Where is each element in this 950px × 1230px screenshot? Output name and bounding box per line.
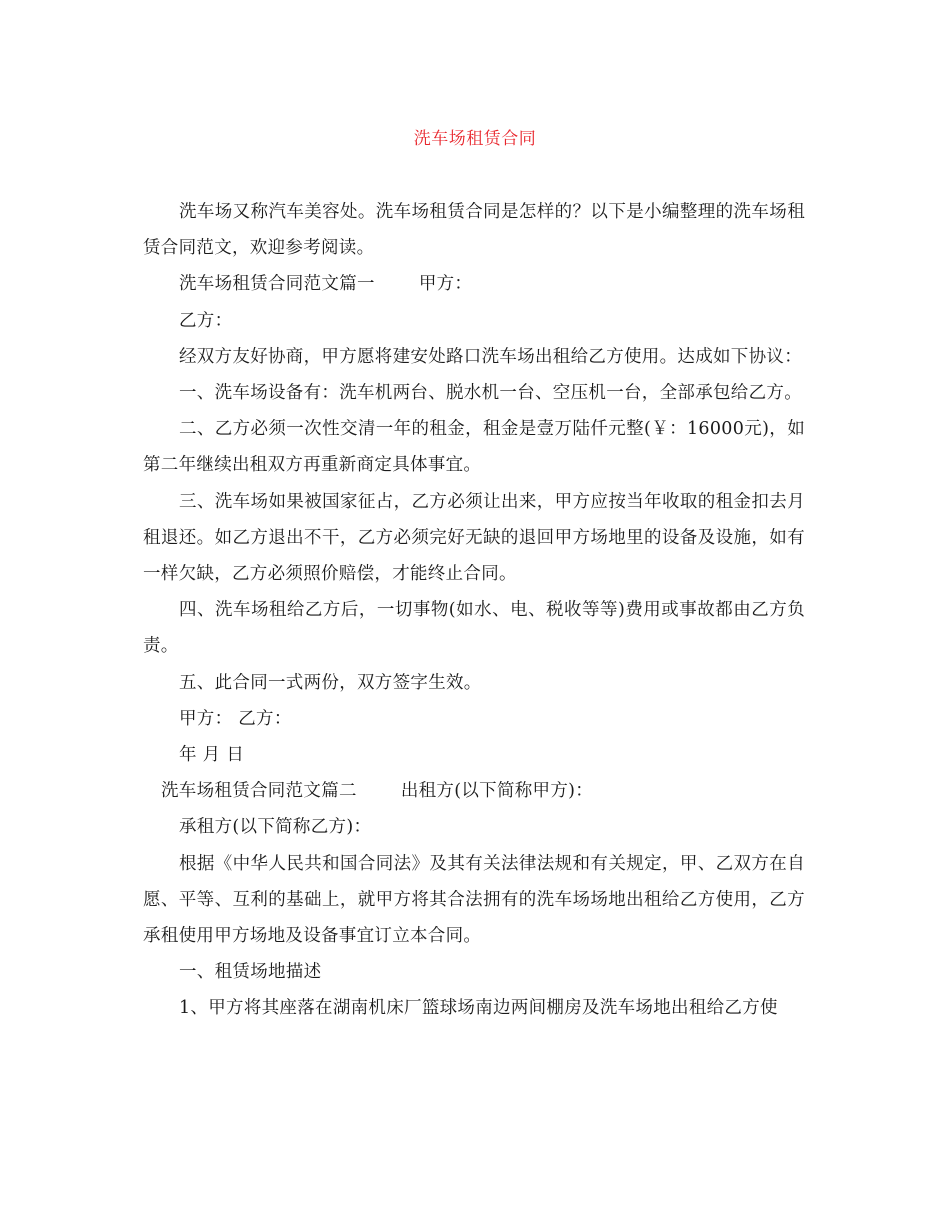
paragraph-clause-1: 一、洗车场设备有：洗车机两台、脱水机一台、空压机一台，全部承包给乙方。 [179, 383, 802, 404]
paragraph-clause-2: 二、乙方必须一次性交清一年的租金，租金是壹万陆仟元整(￥：16000元)，如第二年继续出租双方再重新商定具体事宜。 [143, 419, 805, 476]
paragraph-sample-one-heading [143, 266, 805, 302]
party-a-label: 甲方： [418, 274, 473, 295]
paragraph-section-1-heading: 一、租赁场地描述 [179, 962, 322, 983]
paragraph-party-b: 乙方： [179, 310, 233, 331]
paragraph-clause-4: 四、洗车场租给乙方后，一切事物(如水、电、税收等等)费用或事故都由乙方负责。 [143, 600, 805, 657]
paragraph-clause-3: 三、洗车场如果被国家征占，乙方必须让出来，甲方应按当年收取的租金扣去月租退还。如乙方退出不干，乙方必须完好无缺的退回甲方场地里的设备及设施，如有一样欠缺，乙方必须照价赔偿，才能终止合同。 [143, 491, 805, 585]
paragraph-lessee: 承租方(以下简称乙方)： [179, 817, 372, 838]
lessor-label: 出租方(以下简称甲方)： [400, 781, 594, 802]
sample-two-label: 洗车场租赁合同范文篇二 [161, 781, 357, 802]
document-body [143, 194, 805, 1027]
paragraph-agreement: 经双方友好协商，甲方愿将建安处路口洗车场出租给乙方使用。达成如下协议： [179, 346, 802, 367]
document-title: 洗车场租赁合同 [413, 129, 537, 149]
paragraph-date: 年 月 日 [179, 745, 245, 766]
sample-one-label: 洗车场租赁合同范文篇一 [179, 274, 375, 295]
paragraph-section-1-item-1: 1、甲方将其座落在湖南机床厂篮球场南边两间棚房及洗车场地出租给乙方使 [179, 998, 778, 1019]
paragraph-intro: 洗车场又称汽车美容处。洗车场租赁合同是怎样的？以下是小编整理的洗车场租赁合同范文，欢迎参考阅读。 [143, 202, 805, 259]
paragraph-signatures: 甲方： 乙方： [179, 708, 292, 729]
paragraph-clause-5: 五、此合同一式两份，双方签字生效。 [179, 672, 482, 693]
paragraph-sample-two-heading [143, 773, 805, 809]
paragraph-basis: 根据《中华人民共和国合同法》及其有关法律法规和有关规定，甲、乙双方在自愿、平等、互利的基础上，就甲方将其合法拥有的洗车场场地出租给乙方使用，乙方承租使用甲方场地及设备事宜订立本合同。 [143, 853, 805, 947]
